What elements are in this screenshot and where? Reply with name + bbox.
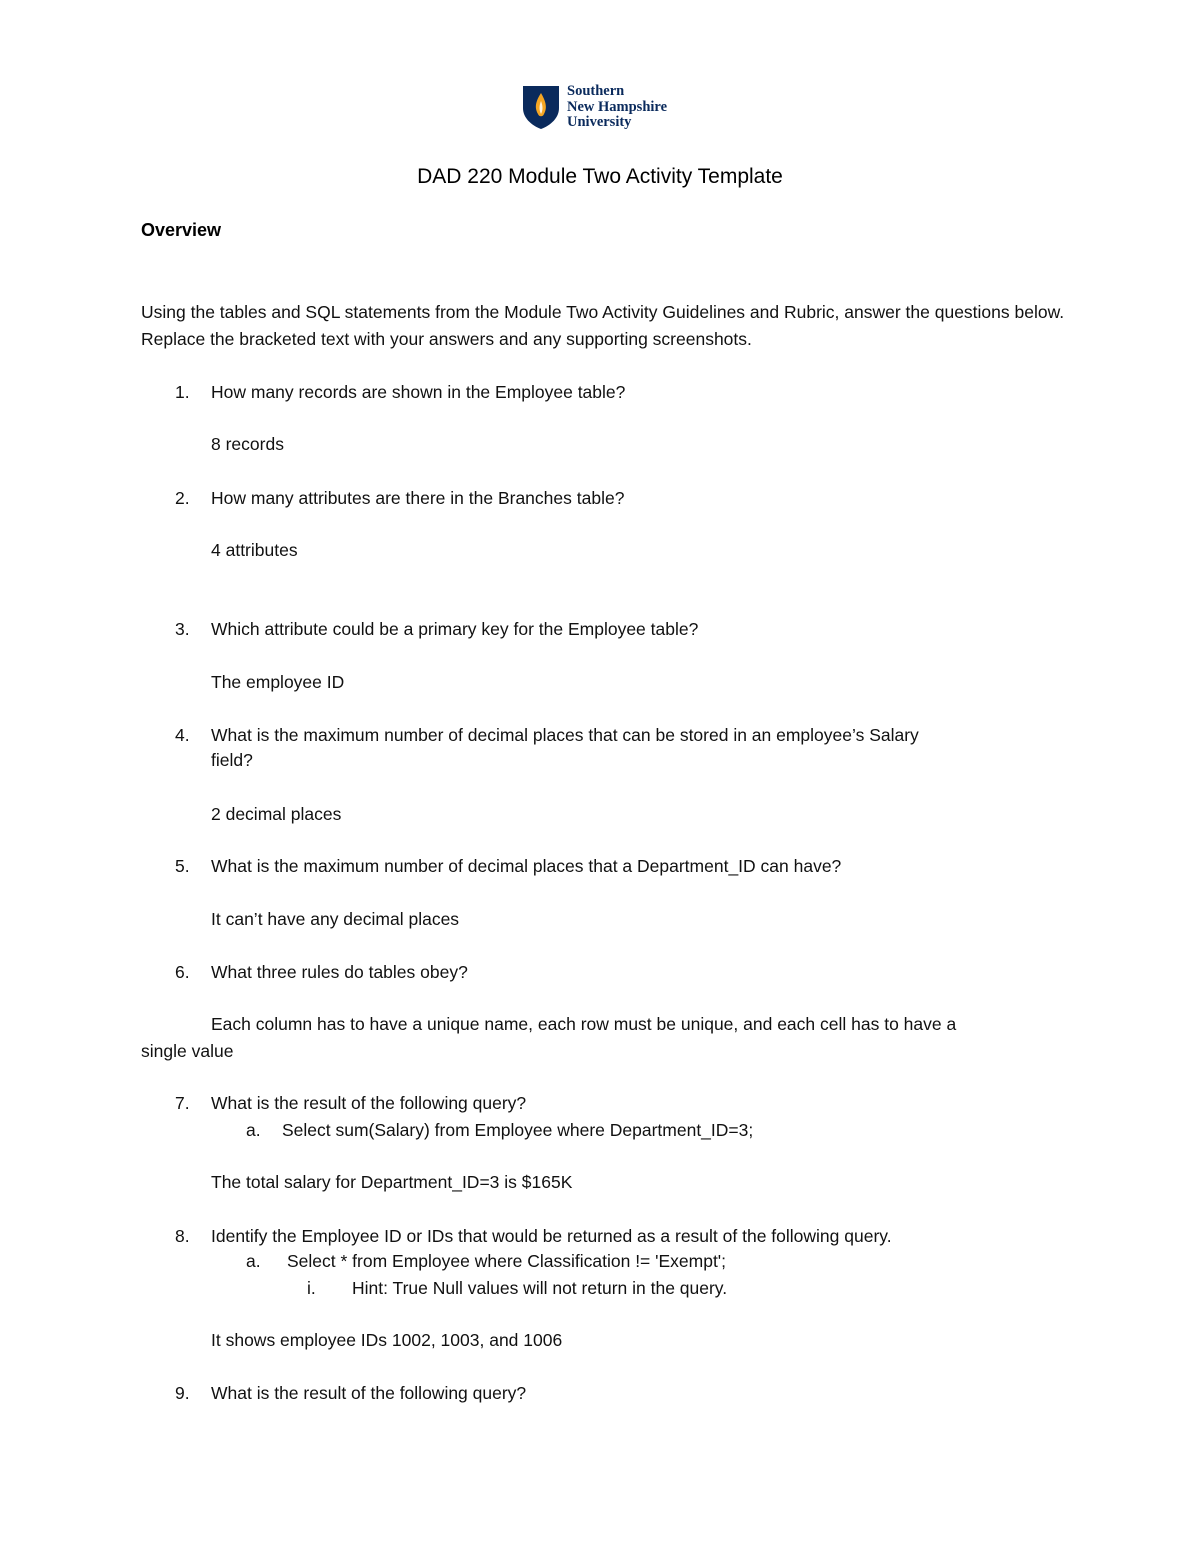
logo-wordmark xyxy=(567,84,667,131)
item-3-question: Which attribute could be a primary key for the Employee table? xyxy=(211,619,699,639)
item-5-answer: It can’t have any decimal places xyxy=(211,909,460,929)
item-3-answer: The employee ID xyxy=(211,672,345,692)
logo-line-2: New Hampshire xyxy=(567,98,668,115)
item-6-question: What three rules do tables obey? xyxy=(211,962,468,982)
item-7-answer: The total salary for Department_ID=3 is $165K xyxy=(211,1172,573,1192)
item-1-question: How many records are shown in the Employee table? xyxy=(211,382,626,402)
item-2-number: 2. xyxy=(175,488,190,508)
item-7-sub-label: a. xyxy=(246,1120,261,1140)
item-4-answer: 2 decimal places xyxy=(211,804,342,824)
item-3-number: 3. xyxy=(175,619,190,639)
item-8-sub-query: Select * from Employee where Classification != 'Exempt'; xyxy=(287,1251,727,1271)
item-7-sub-query: Select sum(Salary) from Employee where Department_ID=3; xyxy=(282,1120,754,1140)
document-title: DAD 220 Module Two Activity Template xyxy=(417,165,783,188)
item-8-sub-label: a. xyxy=(246,1251,261,1271)
intro-paragraph: Using the tables and SQL statements from the Module Two Activity Guidelines and Rubric, answer the questions below. Replace the bracketed text with your answers and any supporting screenshots. xyxy=(141,302,1065,349)
item-5-number: 5. xyxy=(175,856,190,876)
overview-heading: Overview xyxy=(141,220,222,240)
logo-line-3: University xyxy=(567,114,632,130)
item-8-answer: It shows employee IDs 1002, 1003, and 1006 xyxy=(211,1330,563,1350)
item-6-number: 6. xyxy=(175,962,190,982)
item-4-number: 4. xyxy=(175,725,190,745)
item-6-answer-line-1: Each column has to have a unique name, each row must be unique, and each cell has to have a xyxy=(211,1014,957,1034)
item-9-number: 9. xyxy=(175,1383,190,1403)
item-7-number: 7. xyxy=(175,1093,190,1113)
item-4-question-line-2: field? xyxy=(211,750,253,770)
item-8-question: Identify the Employee ID or IDs that would be returned as a result of the following query. xyxy=(211,1226,892,1246)
item-1-number: 1. xyxy=(175,382,190,402)
item-4-question-line-1: What is the maximum number of decimal places that can be stored in an employee’s Salary xyxy=(211,725,919,745)
shield-flame-icon xyxy=(521,84,561,130)
item-2-question: How many attributes are there in the Branches table? xyxy=(211,488,625,508)
item-2-answer: 4 attributes xyxy=(211,540,298,560)
logo-line-1: Southern xyxy=(567,83,625,99)
item-9-question: What is the result of the following query? xyxy=(211,1383,527,1403)
item-8-number: 8. xyxy=(175,1226,190,1246)
item-1-answer: 8 records xyxy=(211,434,284,454)
university-logo xyxy=(521,84,667,131)
item-8-hint: Hint: True Null values will not return in the query. xyxy=(352,1278,728,1298)
item-5-question: What is the maximum number of decimal places that a Department_ID can have? xyxy=(211,856,842,876)
item-7-question: What is the result of the following query? xyxy=(211,1093,527,1113)
item-6-answer-line-2: single value xyxy=(141,1041,234,1061)
item-8-subsub-label: i. xyxy=(307,1278,316,1298)
